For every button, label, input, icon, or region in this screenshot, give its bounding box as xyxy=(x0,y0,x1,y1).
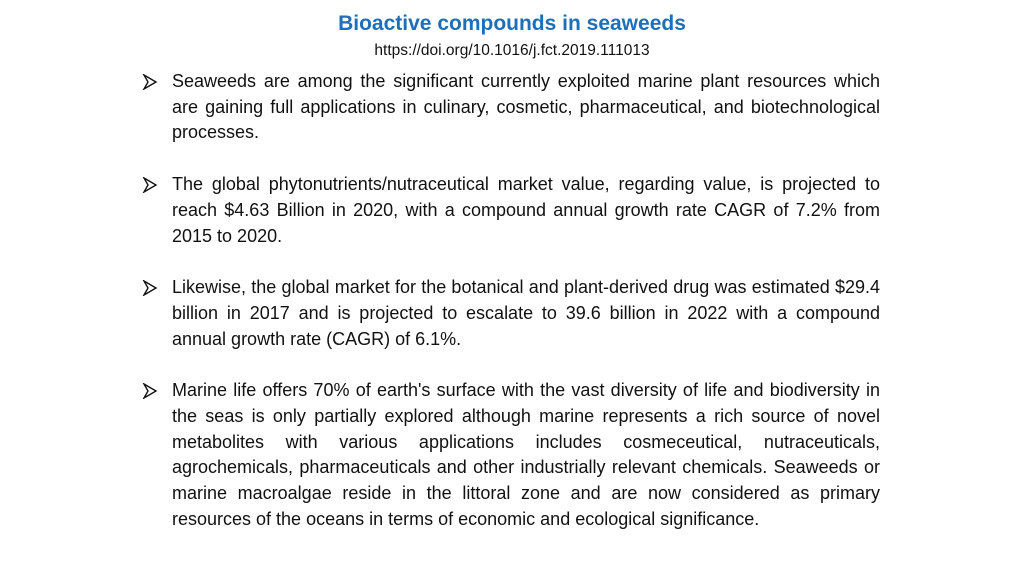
bullet-item xyxy=(142,275,880,352)
bullet-text: Likewise, the global market for the botanical and plant-derived drug was estimated $29.4 billion in 2017 and is projected to escalate to 39.6 billion in 2022 with a compound annual growth rate (CAGR) of 6.1%. xyxy=(172,277,880,349)
bullet-item xyxy=(142,378,880,532)
bullet-text: Seaweeds are among the significant currently exploited marine plant resources which are gaining full applications in culinary, cosmetic, pharmaceutical, and biotechnological processes. xyxy=(172,71,880,143)
bullet-text: The global phytonutrients/nutraceutical market value, regarding value, is projected to reach $4.63 Billion in 2020, with a compound annual growth rate CAGR of 7.2% from 2015 to 2020. xyxy=(172,174,880,246)
bullet-item xyxy=(142,69,880,146)
bullet-item xyxy=(142,172,880,249)
doi-reference: https://doi.org/10.1016/j.fct.2019.111013 xyxy=(374,42,650,59)
arrowhead-bullet-icon xyxy=(142,383,158,399)
bullet-text: Marine life offers 70% of earth's surface with the vast diversity of life and biodiversity in the seas is only partially explored although marine represents a rich source of novel metabolites with various applications includes cosmeceutical, nutraceuticals, agrochemicals, pharmaceuticals and other industrially relevant chemicals. Seaweeds or marine macroalgae reside in the littoral zone and are now considered as primary resources of the oceans in terms of economic and ecological significance. xyxy=(172,380,880,529)
arrowhead-bullet-icon xyxy=(142,177,158,193)
bullet-list xyxy=(142,69,880,559)
arrowhead-bullet-icon xyxy=(142,280,158,296)
slide-title: Bioactive compounds in seaweeds xyxy=(338,12,686,35)
arrowhead-bullet-icon xyxy=(142,74,158,90)
